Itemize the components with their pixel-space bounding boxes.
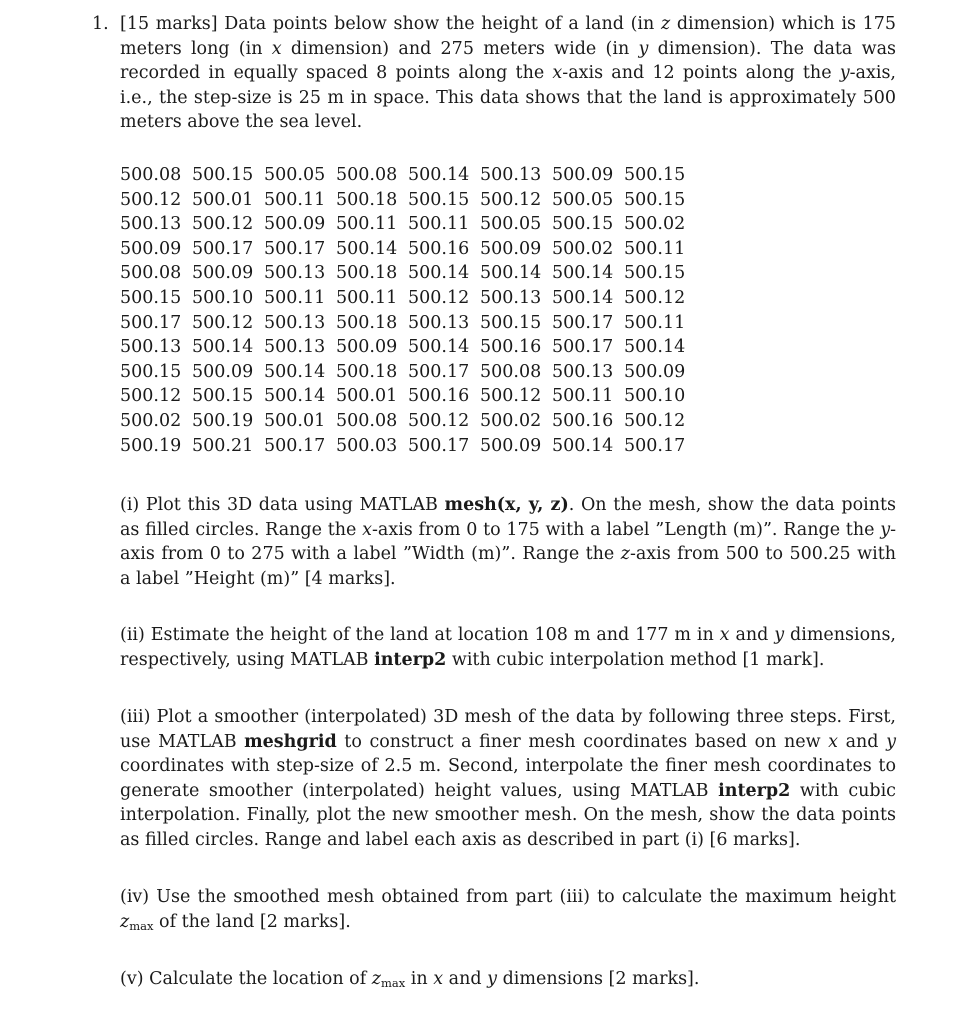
interp2-command: interp2 bbox=[718, 780, 791, 801]
table-cell: 500.13 bbox=[264, 337, 326, 358]
table-row bbox=[120, 434, 696, 459]
table-cell: 500.03 bbox=[336, 435, 398, 456]
table-cell: 500.09 bbox=[480, 238, 542, 259]
table-cell: 500.16 bbox=[408, 386, 470, 407]
part-ii: (ii) Estimate the height of the land at location 108 m and 177 m in x and y dimensions, respectively, using MATLAB interp2 with cubic interpolation method [1 mark]. bbox=[120, 625, 896, 670]
table-cell: 500.14 bbox=[624, 337, 686, 358]
interp2-command: interp2 bbox=[374, 649, 447, 670]
table-cell: 500.18 bbox=[336, 263, 398, 284]
table-cell: 500.12 bbox=[408, 410, 470, 431]
table-cell: 500.15 bbox=[552, 214, 614, 235]
table-cell: 500.17 bbox=[120, 312, 182, 333]
table-cell: 500.15 bbox=[192, 165, 254, 185]
table-cell: 500.15 bbox=[624, 263, 686, 284]
table-cell: 500.02 bbox=[480, 410, 542, 431]
table-cell: 500.08 bbox=[336, 165, 398, 185]
table-cell: 500.10 bbox=[192, 287, 254, 308]
table-cell: 500.17 bbox=[192, 238, 254, 259]
mesh-command: mesh(x, y, z) bbox=[444, 495, 569, 515]
table-row bbox=[120, 311, 696, 336]
table-cell: 500.17 bbox=[264, 435, 326, 456]
table-cell: 500.08 bbox=[336, 410, 398, 431]
table-cell: 500.17 bbox=[408, 435, 470, 456]
table-cell: 500.16 bbox=[480, 337, 542, 358]
table-cell: 500.11 bbox=[624, 312, 686, 333]
table-row bbox=[120, 188, 696, 213]
table-cell: 500.05 bbox=[264, 165, 326, 185]
table-cell: 500.12 bbox=[120, 189, 182, 210]
table-cell: 500.14 bbox=[408, 165, 470, 185]
table-cell: 500.14 bbox=[264, 361, 326, 382]
table-cell: 500.08 bbox=[480, 361, 542, 382]
table-cell: 500.13 bbox=[552, 361, 614, 382]
table-cell: 500.01 bbox=[264, 410, 326, 431]
table-cell: 500.12 bbox=[120, 386, 182, 407]
table-cell: 500.09 bbox=[480, 435, 542, 456]
table-cell: 500.13 bbox=[480, 287, 542, 308]
table-cell: 500.10 bbox=[624, 386, 686, 407]
part-v: (v) Calculate the location of $z_{max}$ in x and y dimensions [2 marks]. bbox=[120, 969, 700, 990]
table-cell: 500.11 bbox=[408, 214, 470, 235]
table-cell: 500.11 bbox=[264, 189, 326, 210]
table-cell: 500.18 bbox=[336, 361, 398, 382]
table-cell: 500.09 bbox=[624, 361, 686, 382]
table-cell: 500.12 bbox=[480, 386, 542, 407]
table-cell: 500.14 bbox=[552, 263, 614, 284]
table-cell: 500.14 bbox=[408, 337, 470, 358]
part-iii: (iii) Plot a smoother (interpolated) 3D mesh of the data by following three steps. First, use MATLAB meshgrid to construct a finer mesh coordinates based on new x and y coordinates with step-size of 2.5 m. Second, interpolate the finer mesh coordinates to generate smoother (interpolated) height values, using MATLAB interp2 with cubic interpolation. Finally, plot the new smoother mesh. On the mesh, show the data points as filled circles. Range and label each axis as described in part (i) [6 marks]. bbox=[120, 707, 896, 850]
table-cell: 500.16 bbox=[408, 238, 470, 259]
table-row bbox=[120, 335, 696, 360]
table-cell: 500.17 bbox=[408, 361, 470, 382]
table-cell: 500.13 bbox=[120, 214, 182, 235]
table-cell: 500.09 bbox=[552, 165, 614, 185]
table-cell: 500.17 bbox=[552, 337, 614, 358]
question-intro: [15 marks] Data points below show the height of a land (in z dimension) which is 175 meters long (in x dimension) and 275 meters wide (in y dimension). The data was recorded in equally spaced 8 points along the x-axis and 12 points along the y-axis, i.e., the step-size is 25 m in space. This data shows that the land is approximately 500 meters above the sea level. bbox=[120, 14, 897, 132]
table-cell: 500.16 bbox=[552, 410, 614, 431]
table-cell: 500.11 bbox=[264, 287, 326, 308]
table-cell: 500.21 bbox=[192, 435, 254, 456]
table-row bbox=[120, 237, 696, 262]
table-cell: 500.17 bbox=[624, 435, 686, 456]
meshgrid-command: meshgrid bbox=[244, 731, 337, 752]
table-cell: 500.17 bbox=[264, 238, 326, 259]
table-cell: 500.15 bbox=[408, 189, 470, 210]
table-cell: 500.12 bbox=[408, 287, 470, 308]
table-cell: 500.02 bbox=[624, 214, 686, 235]
table-cell: 500.15 bbox=[120, 361, 182, 382]
table-cell: 500.19 bbox=[120, 435, 182, 456]
table-cell: 500.14 bbox=[192, 337, 254, 358]
table-cell: 500.08 bbox=[120, 263, 182, 284]
table-cell: 500.15 bbox=[192, 386, 254, 407]
table-cell: 500.09 bbox=[336, 337, 398, 358]
table-cell: 500.08 bbox=[120, 165, 182, 185]
table-cell: 500.15 bbox=[624, 189, 686, 210]
table-cell: 500.12 bbox=[192, 312, 254, 333]
table-cell: 500.15 bbox=[120, 287, 182, 308]
table-cell: 500.02 bbox=[120, 410, 182, 431]
table-cell: 500.18 bbox=[336, 312, 398, 333]
table-cell: 500.14 bbox=[480, 263, 542, 284]
table-cell: 500.11 bbox=[336, 214, 398, 235]
table-cell: 500.12 bbox=[624, 287, 686, 308]
table-cell: 500.01 bbox=[336, 386, 398, 407]
table-cell: 500.14 bbox=[336, 238, 398, 259]
table-row bbox=[120, 163, 696, 188]
question-marks: [15 marks] bbox=[120, 14, 218, 34]
table-cell: 500.11 bbox=[552, 386, 614, 407]
table-cell: 500.18 bbox=[336, 189, 398, 210]
table-cell: 500.14 bbox=[264, 386, 326, 407]
table-cell: 500.14 bbox=[552, 287, 614, 308]
table-cell: 500.14 bbox=[408, 263, 470, 284]
table-cell: 500.19 bbox=[192, 410, 254, 431]
table-row bbox=[120, 384, 696, 409]
table-cell: 500.12 bbox=[624, 410, 686, 431]
height-data-table bbox=[120, 163, 696, 458]
table-row bbox=[120, 261, 696, 286]
table-row bbox=[120, 286, 696, 311]
table-cell: 500.13 bbox=[120, 337, 182, 358]
table-cell: 500.15 bbox=[480, 312, 542, 333]
table-cell: 500.13 bbox=[408, 312, 470, 333]
part-iv: (iv) Use the smoothed mesh obtained from part (iii) to calculate the maximum height $z_{max}$ of the land [2 marks]. bbox=[120, 887, 896, 933]
table-cell: 500.09 bbox=[192, 263, 254, 284]
table-cell: 500.17 bbox=[552, 312, 614, 333]
table-cell: 500.05 bbox=[552, 189, 614, 210]
table-cell: 500.13 bbox=[264, 263, 326, 284]
table-cell: 500.14 bbox=[552, 435, 614, 456]
table-row bbox=[120, 360, 696, 385]
question-number: 1. bbox=[92, 14, 109, 34]
table-cell: 500.02 bbox=[552, 238, 614, 259]
table-cell: 500.11 bbox=[624, 238, 686, 259]
table-cell: 500.15 bbox=[624, 165, 686, 185]
table-cell: 500.12 bbox=[192, 214, 254, 235]
table-cell: 500.11 bbox=[336, 287, 398, 308]
table-cell: 500.05 bbox=[480, 214, 542, 235]
table-cell: 500.13 bbox=[480, 165, 542, 185]
part-i: (i) Plot this 3D data using MATLAB mesh(x, y, z). On the mesh, show the data points as filled circles. Range the x-axis from 0 to 175 with a label ”Length (m)”. Range the y-axis from 0 to 275 with a label ”Width (m)”. Range the z-axis from 500 to 500.25 with a label ”Height (m)” [4 marks]. bbox=[120, 495, 896, 589]
table-cell: 500.09 bbox=[264, 214, 326, 235]
table-row bbox=[120, 409, 696, 434]
table-cell: 500.09 bbox=[120, 238, 182, 259]
table-cell: 500.13 bbox=[264, 312, 326, 333]
table-cell: 500.01 bbox=[192, 189, 254, 210]
table-cell: 500.09 bbox=[192, 361, 254, 382]
table-row bbox=[120, 212, 696, 237]
table-cell: 500.12 bbox=[480, 189, 542, 210]
